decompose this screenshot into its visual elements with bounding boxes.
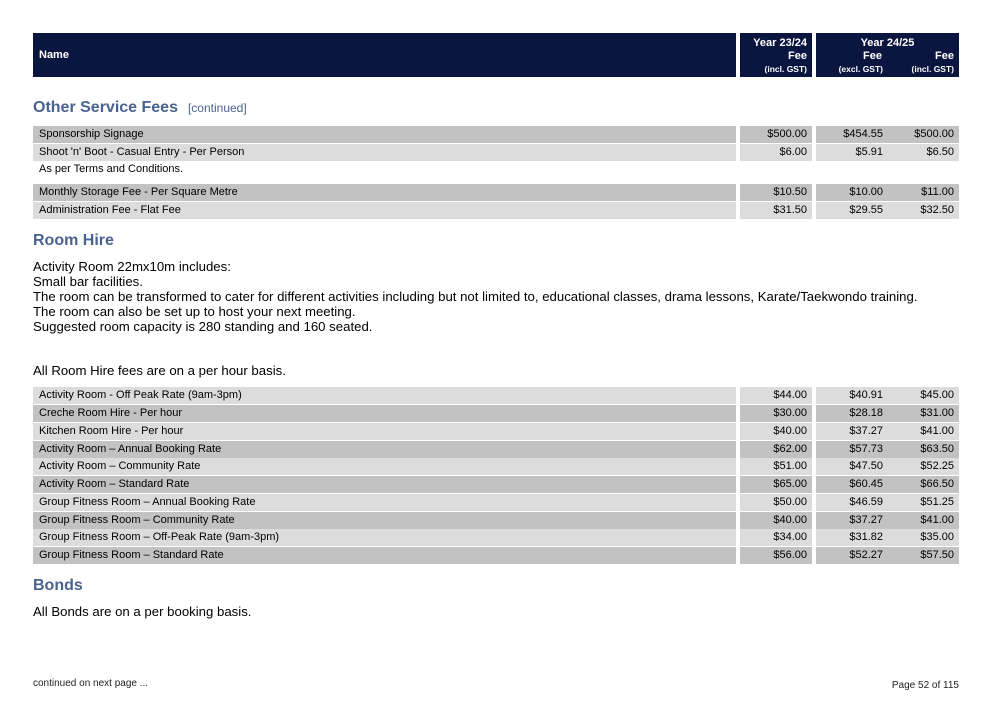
description-line: Activity Room 22mx10m includes: xyxy=(33,259,231,274)
row-fee-incl: $35.00 xyxy=(920,531,954,543)
row-fee-2324: $34.00 xyxy=(740,529,812,546)
table-row xyxy=(33,441,959,458)
page-number: Page 52 of 115 xyxy=(891,680,959,691)
row-fee-2324: $10.50 xyxy=(740,184,812,201)
row-name: Activity Room – Standard Rate xyxy=(33,476,736,493)
table-row xyxy=(33,144,959,161)
row-fee-excl: $28.18 xyxy=(849,407,883,419)
table-row xyxy=(33,494,959,511)
room-hire-description xyxy=(33,259,918,334)
row-fee-incl: $31.00 xyxy=(920,407,954,419)
row-fee-incl: $66.50 xyxy=(920,478,954,490)
row-name: Kitchen Room Hire - Per hour xyxy=(33,423,736,440)
room-hire-title: Room Hire xyxy=(33,232,114,249)
row-name: Creche Room Hire - Per hour xyxy=(33,405,736,422)
header-name-label: Name xyxy=(39,49,69,61)
row-fee-excl: $47.50 xyxy=(849,460,883,472)
row-name: Group Fitness Room – Off-Peak Rate (9am-3pm) xyxy=(33,529,736,546)
terms-note: As per Terms and Conditions. xyxy=(33,161,736,178)
row-fee-incl: $41.00 xyxy=(920,425,954,437)
header-year2-fee-excl: Fee xyxy=(863,50,882,62)
row-fee-excl: $46.59 xyxy=(849,496,883,508)
row-fee-incl: $6.50 xyxy=(926,146,954,158)
continued-footer: continued on next page ... xyxy=(33,678,149,689)
row-fee-incl: $45.00 xyxy=(920,389,954,401)
row-fee-2324: $6.00 xyxy=(740,144,812,161)
row-fee-incl: $52.25 xyxy=(920,460,954,472)
continued-label: [continued] xyxy=(187,101,247,115)
row-name: Administration Fee - Flat Fee xyxy=(33,202,736,219)
row-fee-incl: $500.00 xyxy=(914,128,954,140)
header-year2-incl: (incl. GST) xyxy=(911,64,954,74)
row-fee-excl: $37.27 xyxy=(849,425,883,437)
row-fee-excl: $60.45 xyxy=(849,478,883,490)
row-fee-excl: $31.82 xyxy=(849,531,883,543)
row-fee-2324: $44.00 xyxy=(740,387,812,404)
row-fee-excl: $5.91 xyxy=(855,146,883,158)
header-year2-excl: (excl. GST) xyxy=(838,64,883,74)
header-year2-fee-incl: Fee xyxy=(935,50,954,62)
section-title-other-service-fees xyxy=(33,99,247,117)
row-fee-incl: $32.50 xyxy=(920,204,954,216)
row-name: Activity Room – Community Rate xyxy=(33,458,736,475)
row-fee-2324: $31.50 xyxy=(740,202,812,219)
table-row xyxy=(33,184,959,201)
row-name: Activity Room - Off Peak Rate (9am-3pm) xyxy=(33,387,736,404)
row-fee-2324: $56.00 xyxy=(740,547,812,564)
row-fee-2324: $500.00 xyxy=(740,126,812,143)
row-name: Shoot 'n' Boot - Casual Entry - Per Person xyxy=(33,144,736,161)
description-line: Suggested room capacity is 280 standing and 160 seated. xyxy=(33,319,373,334)
row-fee-incl: $51.25 xyxy=(920,496,954,508)
row-fee-2324: $40.00 xyxy=(740,423,812,440)
row-name: Activity Room – Annual Booking Rate xyxy=(33,441,736,458)
row-fee-excl: $10.00 xyxy=(849,186,883,198)
row-fee-excl: $29.55 xyxy=(849,204,883,216)
row-fee-excl: $57.73 xyxy=(849,443,883,455)
row-name: Sponsorship Signage xyxy=(33,126,736,143)
header-year2-label: Year 24/25 xyxy=(860,37,915,49)
row-fee-2324: $62.00 xyxy=(740,441,812,458)
header-year1-label: Year 23/24 xyxy=(753,37,807,49)
table-row xyxy=(33,458,959,475)
table-row xyxy=(33,512,959,529)
header-year1-fee: Fee xyxy=(788,50,807,62)
room-hire-basis: All Room Hire fees are on a per hour basis. xyxy=(33,363,286,378)
column-header-year-23-24 xyxy=(740,33,812,77)
table-note-row xyxy=(33,161,959,178)
other-fees-title: Other Service Fees xyxy=(33,99,178,116)
bonds-title: Bonds xyxy=(33,577,83,594)
column-header-year-24-25 xyxy=(816,33,959,77)
row-fee-2324: $40.00 xyxy=(740,512,812,529)
row-name: Group Fitness Room – Standard Rate xyxy=(33,547,736,564)
section-title-bonds xyxy=(33,577,83,595)
description-line: The room can be transformed to cater for different activities including but not limited to, educational classes, drama lessons, Karate/Taekwondo training. xyxy=(33,289,918,304)
table-row xyxy=(33,387,959,404)
row-fee-2324: $30.00 xyxy=(740,405,812,422)
row-fee-excl: $52.27 xyxy=(849,549,883,561)
description-line: Small bar facilities. xyxy=(33,274,143,289)
header-year1-incl: (incl. GST) xyxy=(764,64,807,74)
row-fee-2324: $51.00 xyxy=(740,458,812,475)
row-fee-2324: $65.00 xyxy=(740,476,812,493)
table-row xyxy=(33,423,959,440)
section-title-room-hire xyxy=(33,232,114,250)
table-row xyxy=(33,476,959,493)
row-name: Monthly Storage Fee - Per Square Metre xyxy=(33,184,736,201)
column-header-name xyxy=(33,33,736,77)
table-row xyxy=(33,126,959,143)
table-row xyxy=(33,405,959,422)
row-fee-incl: $11.00 xyxy=(921,186,954,198)
table-row xyxy=(33,547,959,564)
row-fee-2324: $50.00 xyxy=(740,494,812,511)
table-row xyxy=(33,529,959,546)
row-fee-incl: $41.00 xyxy=(920,514,954,526)
row-fee-incl: $57.50 xyxy=(920,549,954,561)
row-fee-incl: $63.50 xyxy=(920,443,954,455)
row-name: Group Fitness Room – Annual Booking Rate xyxy=(33,494,736,511)
description-line: The room can also be set up to host your next meeting. xyxy=(33,304,356,319)
row-fee-excl: $37.27 xyxy=(849,514,883,526)
row-fee-excl: $40.91 xyxy=(849,389,883,401)
table-row xyxy=(33,202,959,219)
bonds-text: All Bonds are on a per booking basis. xyxy=(33,604,252,619)
row-name: Group Fitness Room – Community Rate xyxy=(33,512,736,529)
row-fee-excl: $454.55 xyxy=(843,128,883,140)
